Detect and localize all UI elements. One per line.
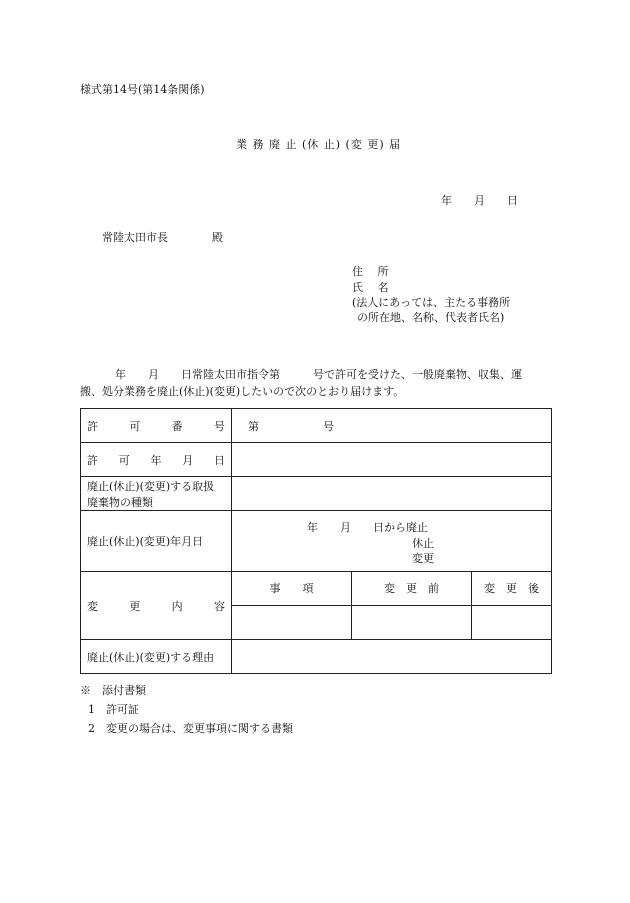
permit-date-label: 許 可 年 月 日	[81, 443, 232, 477]
attachment-item: 1 許可証	[88, 703, 139, 716]
applicant-note-line1: (法人にあっては、主たる事務所	[352, 296, 511, 309]
permit-number-label: 許 可 番 号	[81, 409, 232, 443]
col-item-header: 事 項	[232, 572, 352, 605]
addressee: 常陸太田市長 殿	[102, 231, 223, 244]
change-item-cell[interactable]	[232, 605, 352, 639]
reason-row	[81, 640, 552, 674]
change-content-label: 変 更 内 容	[81, 572, 232, 640]
form-number: 様式第14号(第14条関係)	[80, 83, 205, 96]
change-content-grid	[232, 572, 552, 640]
body-text-line1: 年 月 日常陸太田市指令第 号で許可を受けた、一般廃棄物、収集、運	[115, 368, 522, 381]
permit-date-row	[81, 443, 552, 477]
change-content-entry	[232, 605, 551, 639]
reason-label: 廃止(休止)(変更)する理由	[81, 640, 232, 674]
change-content-header	[232, 572, 551, 605]
reason-value[interactable]	[232, 640, 552, 674]
col-after-header: 変 更 後	[472, 572, 552, 605]
notification-table	[80, 408, 552, 674]
col-before-header: 変 更 前	[352, 572, 472, 605]
change-content-row	[81, 572, 552, 640]
applicant-note-line2: の所在地、名称、代表者氏名)	[357, 311, 505, 324]
waste-type-row	[81, 477, 552, 511]
period-value[interactable]	[232, 511, 552, 572]
period-option-pause: 休止	[412, 537, 434, 550]
period-date-text: 年 月 日から廃止	[307, 521, 428, 534]
period-row	[81, 511, 552, 572]
permit-date-value[interactable]	[232, 443, 552, 477]
permit-number-row	[81, 409, 552, 443]
waste-type-label: 廃止(休止)(変更)する取扱 廃棄物の種類	[81, 477, 232, 511]
date-line: 年 月 日	[441, 194, 518, 207]
period-label: 廃止(休止)(変更)年月日	[81, 511, 232, 572]
waste-type-value[interactable]	[232, 477, 552, 511]
address-label: 住 所	[352, 265, 389, 278]
change-before-cell[interactable]	[352, 605, 472, 639]
body-text-line2: 搬、処分業務を廃止(休止)(変更)したいので次のとおり届けます。	[80, 385, 405, 398]
change-after-cell[interactable]	[472, 605, 552, 639]
attachments-heading: ※ 添付書類	[80, 684, 146, 697]
attachment-item: 2 変更の場合は、変更事項に関する書類	[88, 722, 293, 735]
permit-number-value[interactable]: 第 号	[232, 409, 552, 443]
period-option-change: 変更	[412, 552, 434, 565]
name-label: 氏 名	[352, 281, 389, 294]
page-title: 業 務 廃 止 (休 止) (変 更) 届	[236, 138, 402, 151]
change-content-inner-table	[232, 572, 551, 639]
